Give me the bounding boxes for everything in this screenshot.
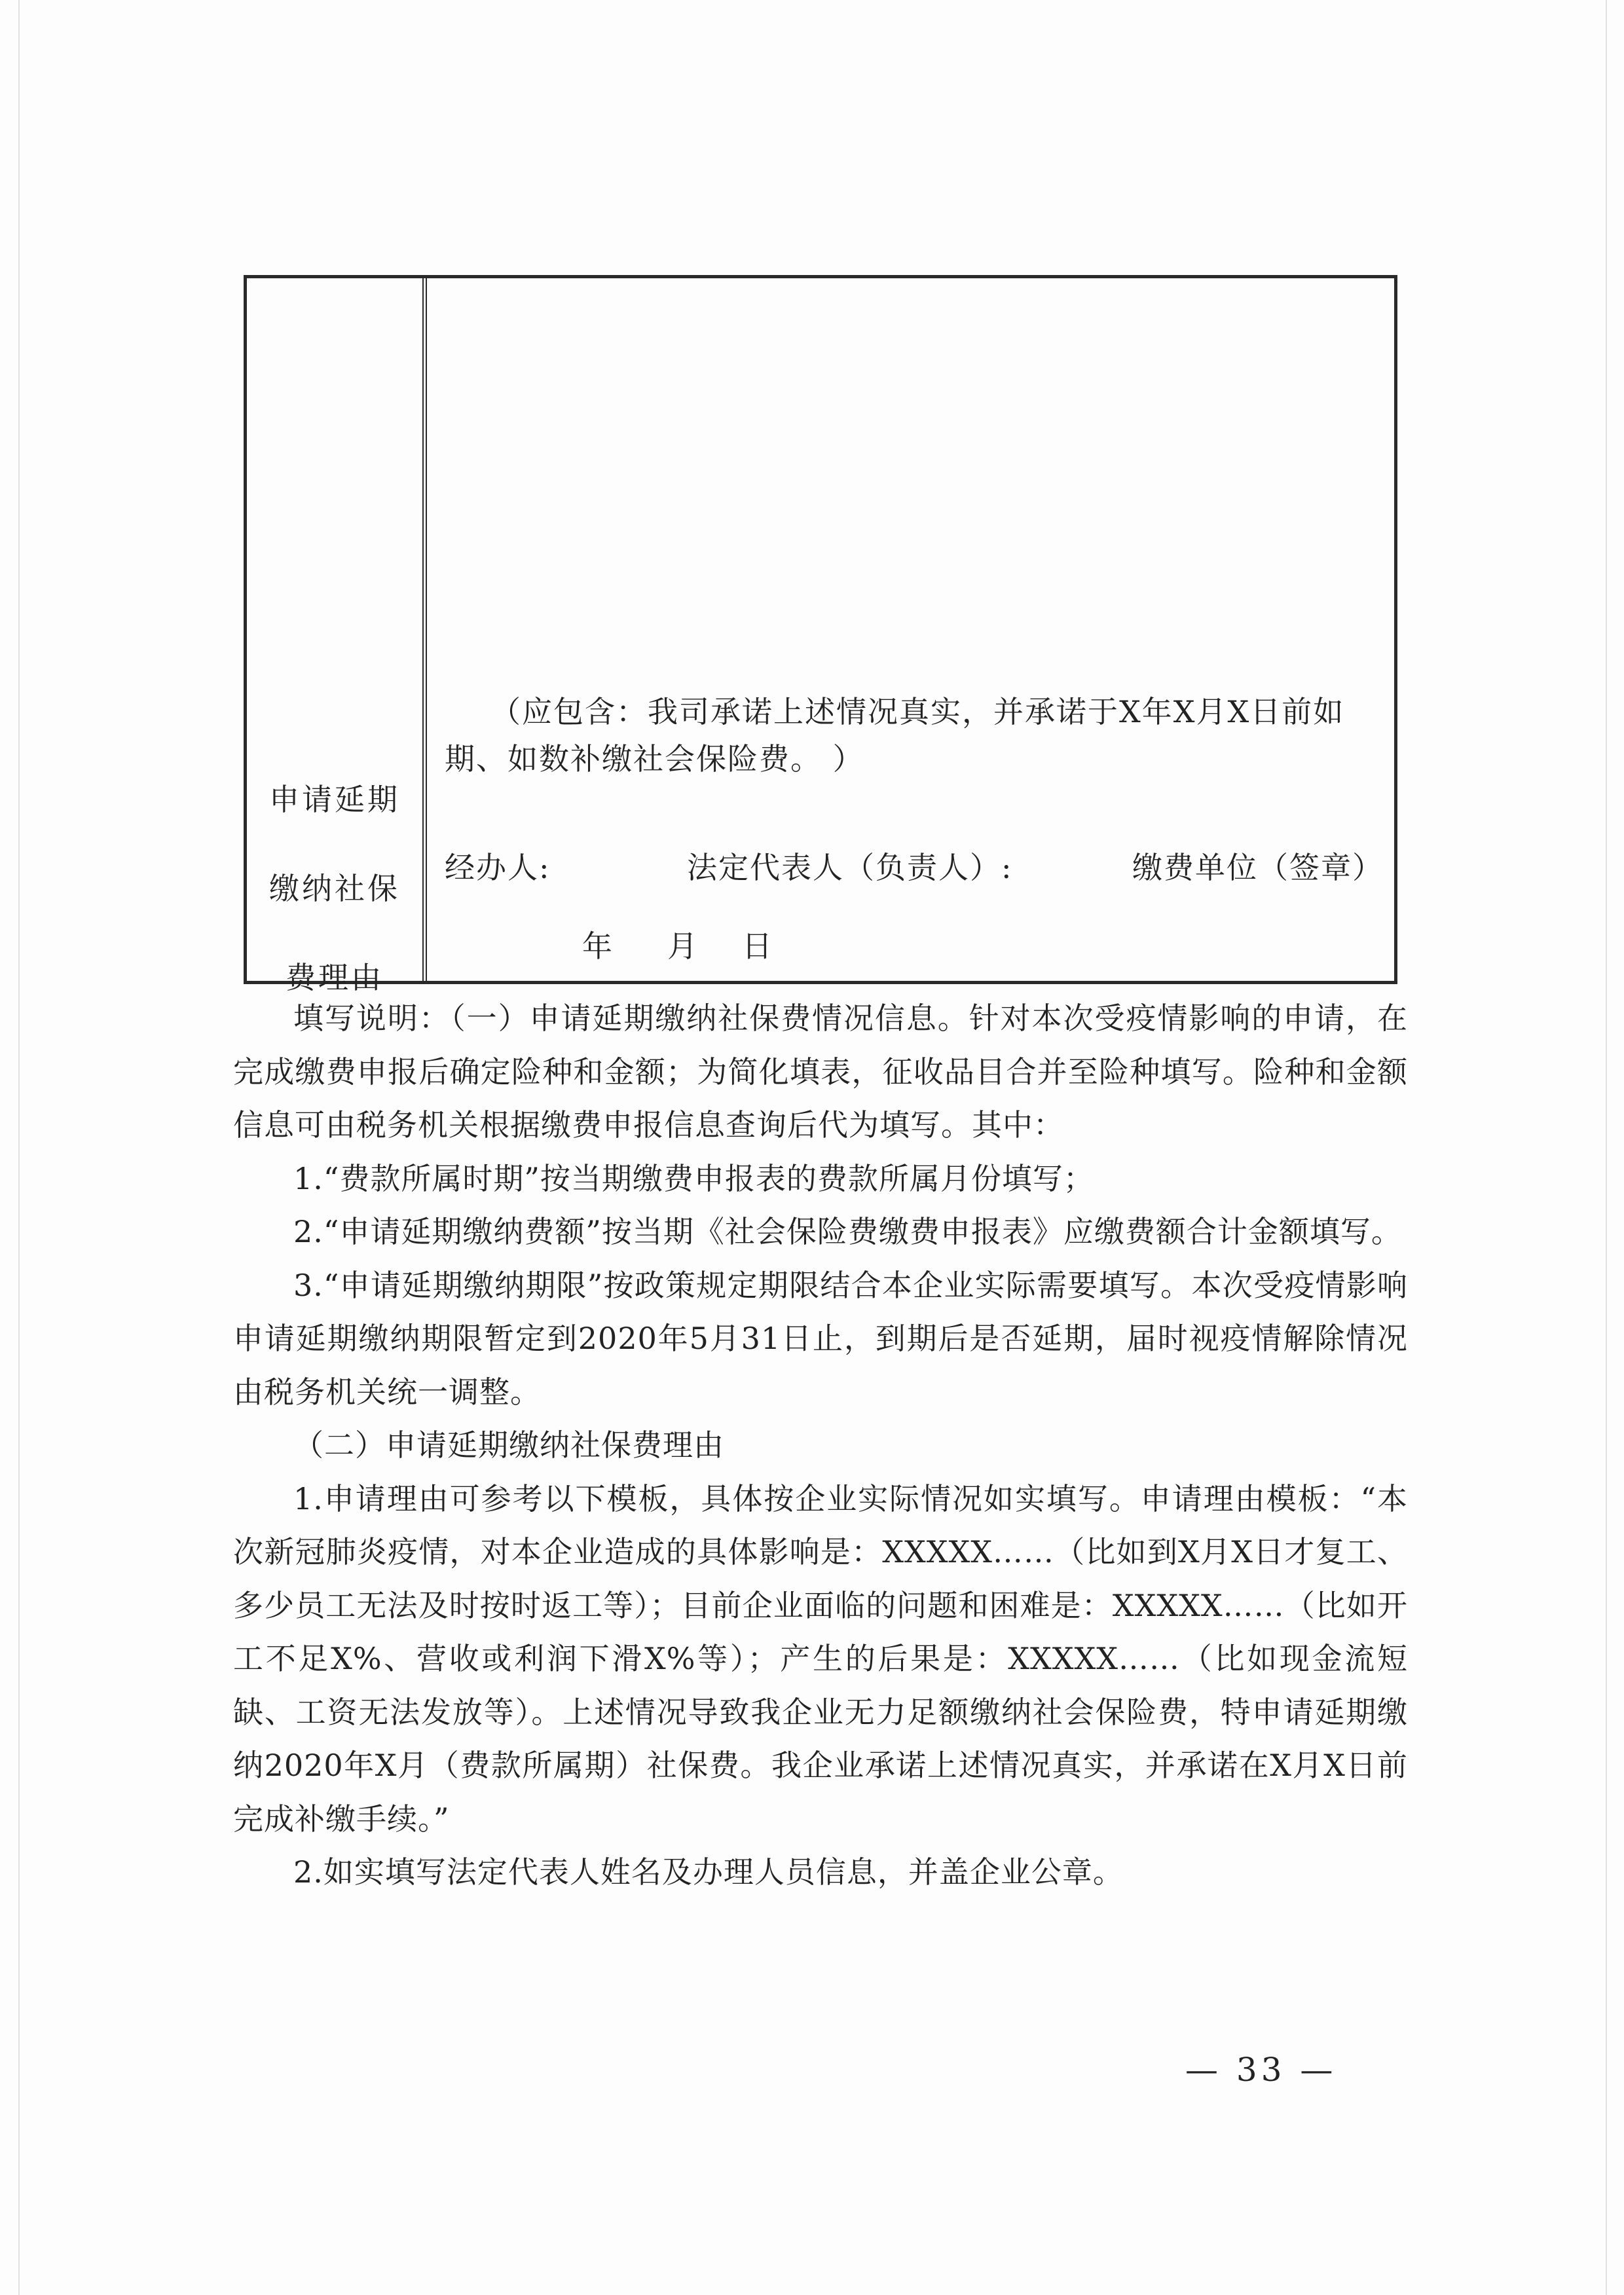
instructions-section (233, 992, 1408, 1900)
month-label: 月 (667, 928, 697, 964)
seal-instruction-item: 2.如实填写法定代表人姓名及办理人员信息，并盖企业公章。 (293, 1854, 1124, 1890)
instruction-item-2: 2.“申请延期缴纳费额”按当期《社会保险费缴费申报表》应缴费额合计金额填写。 (293, 1214, 1402, 1249)
instructions-intro: 填写说明：（一）申请延期缴纳社保费情况信息。针对本次受疫情影响的申请，在完成缴费申报后确定险种和金额；为简化填表，征收品目合并至险种填写。险种和金额信息可由税务机关根据缴费申报信息查询后代为填写。其中： (233, 1001, 1408, 1143)
instruction-item-3: 3.“申请延期缴纳期限”按政策规定期限结合本企业实际需要填写。本次受疫情影响申请延期缴纳期限暂定到2020年5月31日止，到期后是否延期，届时视疫情解除情况由税务机关统一调整。 (233, 1267, 1408, 1410)
reason-template-item: 1.申请理由可参考以下模板，具体按企业实际情况如实填写。申请理由模板：“本次新冠肺炎疫情，对本企业造成的具体影响是：XXXXX……（比如到X月X日才复工、多少员工无法及时按时返工等）；目前企业面临的问题和困难是：XXXXX……（比如开工不足X%、营收或利润下滑X%等）；产生的后果是：XXXXX……（比如现金流短缺、工资无法发放等）。上述情况导致我企业无力足额缴纳社会保险费，特申请延期缴纳2020年X月（费款所属期）社保费。我企业承诺上述情况真实，并承诺在X月X日前完成补缴手续。” (233, 1480, 1408, 1837)
scan-edge-right (1606, 0, 1607, 2295)
instruction-item-1: 1.“费款所属时期”按当期缴费申报表的费款所属月份填写； (293, 1160, 1094, 1196)
reason-label-cell (247, 278, 427, 995)
year-label: 年 (582, 928, 612, 964)
reason-label-line-2: 缴纳社保 (269, 871, 400, 906)
instructions-section-2-heading: （二）申请延期缴纳社保费理由 (293, 1427, 724, 1463)
scan-edge-left (18, 0, 20, 2295)
day-label: 日 (742, 928, 772, 964)
handler-label: 经办人: (445, 850, 551, 885)
reason-label-line-3: 费理由 (286, 960, 384, 995)
application-form-table (244, 275, 1397, 995)
signature-row (445, 848, 1384, 887)
payer-unit-seal-label: 缴费单位（签章） (1132, 850, 1384, 885)
commitment-note: （应包含：我司承诺上述情况真实，并承诺于X年X月X日前如期、如数补缴社会保险费。 ） (445, 694, 1345, 777)
reason-content-cell (432, 278, 1394, 981)
page-number: — 33 — (1185, 2051, 1337, 2089)
reason-label-line-1: 申请延期 (269, 782, 400, 817)
legal-representative-label: 法定代表人（负责人）: (687, 850, 1013, 885)
